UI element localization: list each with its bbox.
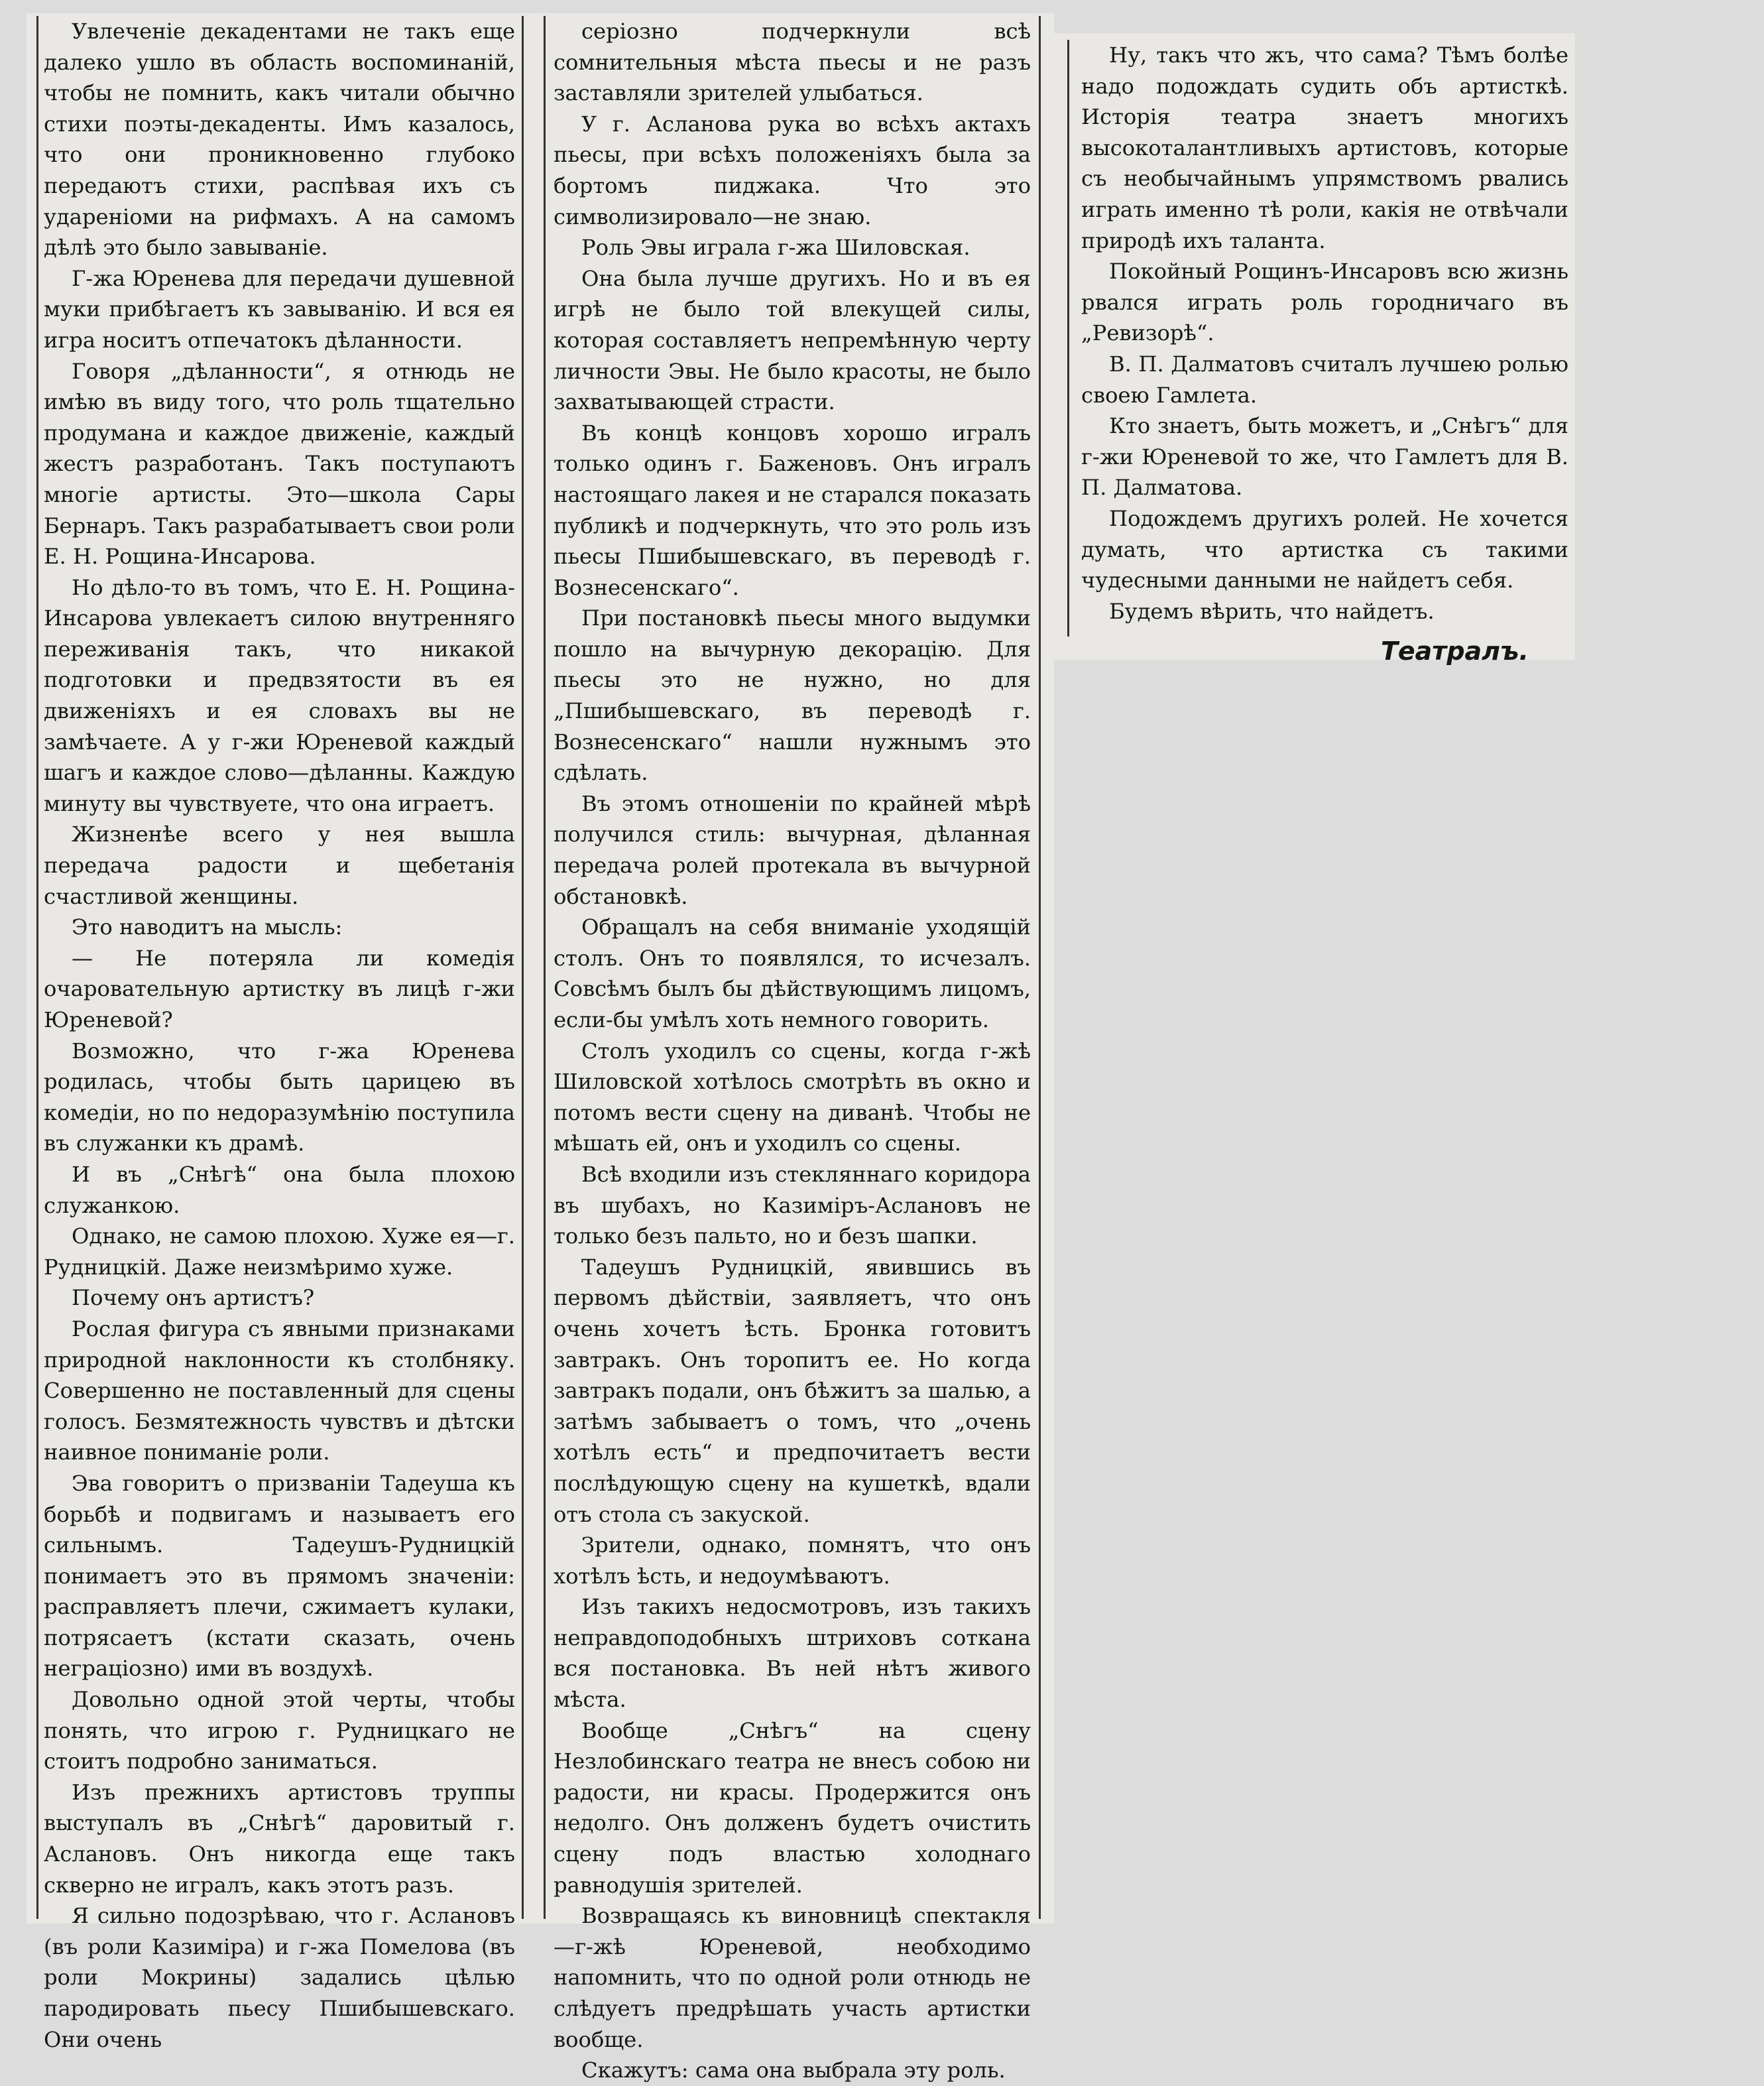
paragraph: Рослая фигура съ явными признаками природной наклонности къ столбняку. Совершенно не поставленный для сцены голосъ. Безмятежность чувствъ и дѣтски наивное пониманіе роли.	[44, 1316, 515, 1465]
paragraph: Однако, не самою плохою. Хуже ея—г. Рудницкій. Даже неизмѣримо хуже.	[44, 1223, 515, 1280]
paragraph: Скажутъ: сама она выбрала эту роль.	[581, 2057, 1006, 2083]
paragraph: Жизненѣе всего у нея вышла передача радости и щебетанія счастливой женщины.	[44, 822, 515, 909]
paragraph: Подождемъ другихъ ролей. Не хочется думать, что артистка съ такими чудесными данными не найдетъ себя.	[1081, 505, 1568, 593]
paragraph: Въ концѣ концовъ хорошо игралъ только одинъ г. Баженовъ. Онъ игралъ настоящаго лакея и не старался показать публикѣ и подчеркнуть, что это роль изъ пьесы Пшибышевскаго, въ переводѣ г. Вознесенскаго“.	[554, 420, 1031, 600]
paragraph: Эва говоритъ о призваніи Тадеуша къ борьбѣ и подвигамъ и называетъ его сильнымъ. Тадеушъ-Рудницкій понимаетъ это въ прямомъ значеніи: расправляетъ плечи, сжимаетъ кулаки, потрясаетъ (кстати сказать, очень неграціозно) ими въ воздухѣ.	[44, 1470, 515, 1682]
paragraph: Говоря „дѣланности“, я отнюдь не имѣю въ виду того, что роль тщательно продумана и каждое движеніе, каждый жестъ разработанъ. Такъ поступаютъ многіе артисты. Это—школа Сары Бернаръ. Такъ разрабатываетъ свои роли Е. Н. Рощина-Инсарова.	[44, 358, 515, 570]
paragraph: Всѣ входили изъ стекляннаго коридора въ шубахъ, но Казиміръ-Аслановъ не только безъ пальто, но и безъ шапки.	[554, 1161, 1031, 1249]
paragraph: — Не потеряла ли комедія очаровательную артистку въ лицѣ г-жи Юреневой?	[44, 945, 515, 1032]
paragraph: Почему онъ артистъ?	[72, 1285, 315, 1311]
paragraph: Кто знаетъ, быть можетъ, и „Снѣгъ“ для г-жи Юреневой то же, что Гамлетъ для В. П. Далматова.	[1081, 413, 1568, 501]
paragraph: Довольно одной этой черты, чтобы понять, что игрою г. Рудницкаго не стоитъ подробно заниматься.	[44, 1687, 515, 1774]
paragraph: Будемъ вѣрить, что найдетъ.	[1109, 598, 1435, 624]
paragraph: Но дѣло-то въ томъ, что Е. Н. Рощина-Инсарова увлекаетъ силою внутренняго переживанія такъ, что никакой подготовки и предвзятости въ ея движеніяхъ и ея словахъ вы не замѣчаете. А у г-жи Юреневой каждый шагъ и каждое слово—дѣланны. Каждую минуту вы чувствуете, что она играетъ.	[44, 574, 515, 816]
paragraph: Возможно, что г-жа Юренева родилась, чтобы быть царицею въ комедіи, но по недоразумѣнію поступила въ служанки къ драмѣ.	[44, 1038, 515, 1156]
paragraph: Зрители, однако, помнятъ, что онъ хотѣлъ ѣсть, и недоумѣваютъ.	[554, 1532, 1031, 1589]
paragraph: Я сильно подозрѣваю, что г. Аслановъ (въ роли Казиміра) и г-жа Помелова (въ роли Мокрины) задались цѣлью пародировать пьесу Пшибышевскаго. Они очень	[44, 1903, 515, 2052]
paragraph: Г-жа Юренева для передачи душевной муки прибѣгаетъ къ завыванію. И вся ея игра носитъ отпечатокъ дѣланности.	[44, 265, 515, 353]
paragraph: Ну, такъ что жъ, что сама? Тѣмъ болѣе надо подождать судить объ артисткѣ. Исторія театра знаетъ многихъ высокоталантливыхъ артистовъ, которые съ необычайнымъ упрямствомъ рвались играть именно тѣ роли, какія не отвѣчали природѣ ихъ таланта.	[1081, 42, 1568, 253]
author-signature: Театралъ.	[1380, 637, 1529, 666]
paragraph: В. П. Далматовъ считалъ лучшею ролью своею Гамлета.	[1081, 351, 1568, 408]
paragraph: Изъ такихъ недосмотровъ, изъ такихъ неправдоподобныхъ штриховъ соткана вся постановка. Въ ней нѣтъ живого мѣста.	[554, 1594, 1031, 1713]
paragraph: Вообще „Снѣгъ“ на сцену Незлобинскаго театра не внесъ собою ни радости, ни красы. Продержится онъ недолго. Онъ долженъ будетъ очистить сцену подъ властью холоднаго равнодушія зрителей.	[554, 1717, 1031, 1898]
article-column-2	[544, 16, 1041, 2083]
paragraph: Изъ прежнихъ артистовъ труппы выступалъ въ „Снѣгѣ“ даровитый г. Аслановъ. Онъ никогда еще такъ скверно не игралъ, какъ этотъ разъ.	[44, 1779, 515, 1898]
paragraph: При постановкѣ пьесы много выдумки пошло на вычурную декорацію. Для пьесы это не нужно, но для „Пшибышевскаго, въ переводѣ г. Вознесенскаго“ нашли нужнымъ это сдѣлать.	[554, 605, 1031, 786]
column-3-paragraphs	[1081, 40, 1568, 627]
paragraph: У г. Асланова рука во всѣхъ актахъ пьесы, при всѣхъ положеніяхъ была за бортомъ пиджака. Что это символизировало—не знаю.	[554, 111, 1031, 229]
paragraph: Тадеушъ Рудницкій, явившись въ первомъ дѣйствіи, заявляетъ, что онъ очень хочетъ ѣсть. Бронка готовитъ завтракъ. Онъ торопитъ ее. Но когда завтракъ подали, онъ бѣжитъ за шалью, а затѣмъ забываетъ о томъ, что „очень хотѣлъ есть“ и предпочитаетъ вести послѣдующую сцену на кушеткѣ, вдали отъ стола съ закуской.	[554, 1254, 1031, 1527]
article-column-3	[1067, 40, 1571, 666]
paragraph: Она была лучше другихъ. Но и въ ея игрѣ не было той влекущей силы, которая составляетъ непремѣнную черту личности Эвы. Не было красоты, не было захватывающей страсти.	[554, 265, 1031, 415]
paragraph: И въ „Снѣгѣ“ она была плохою служанкою.	[44, 1161, 515, 1218]
paragraph: Роль Эвы играла г-жа Шиловская.	[581, 235, 970, 261]
paragraph: Столъ уходилъ со сцены, когда г-жѣ Шиловской хотѣлось смотрѣть въ окно и потомъ вести сцену на диванѣ. Чтобы не мѣшать ей, онъ и уходилъ со сцены.	[554, 1038, 1031, 1156]
paragraph: серіозно подчеркнули всѣ сомнительныя мѣста пьесы и не разъ заставляли зрителей улыбаться.	[554, 19, 1031, 106]
paragraph: Обращалъ на себя вниманіе уходящій столъ. Онъ то появлялся, то исчезалъ. Совсѣмъ былъ бы дѣйствующимъ лицомъ, если-бы умѣлъ хоть немного говорить.	[554, 914, 1031, 1032]
paragraph: Увлеченіе декадентами не такъ еще далеко ушло въ область воспоминаній, чтобы не помнить, какъ читали обычно стихи поэты-декаденты. Имъ казалось, что они проникновенно глубоко передаютъ стихи, распѣвая ихъ съ удареніоми на рифмахъ. А на самомъ дѣлѣ это было завываніе.	[44, 19, 515, 261]
article-column-1	[36, 16, 524, 2052]
paragraph: Это наводитъ на мысль:	[72, 914, 343, 940]
paragraph: Возвращаясь къ виновницѣ спектакля—г-жѣ Юреневой, необходимо напомнить, что по одной роли отнюдь не слѣдуетъ предрѣшать участь артистки вообще.	[554, 1903, 1031, 2052]
paragraph: Въ этомъ отношеніи по крайней мѣрѣ получился стиль: вычурная, дѣланная передача ролей протекала въ вычурной обстановкѣ.	[554, 790, 1031, 909]
paragraph: Покойный Рощинъ-Инсаровъ всю жизнь рвался играть роль городничаго въ „Ревизорѣ“.	[1081, 259, 1568, 346]
